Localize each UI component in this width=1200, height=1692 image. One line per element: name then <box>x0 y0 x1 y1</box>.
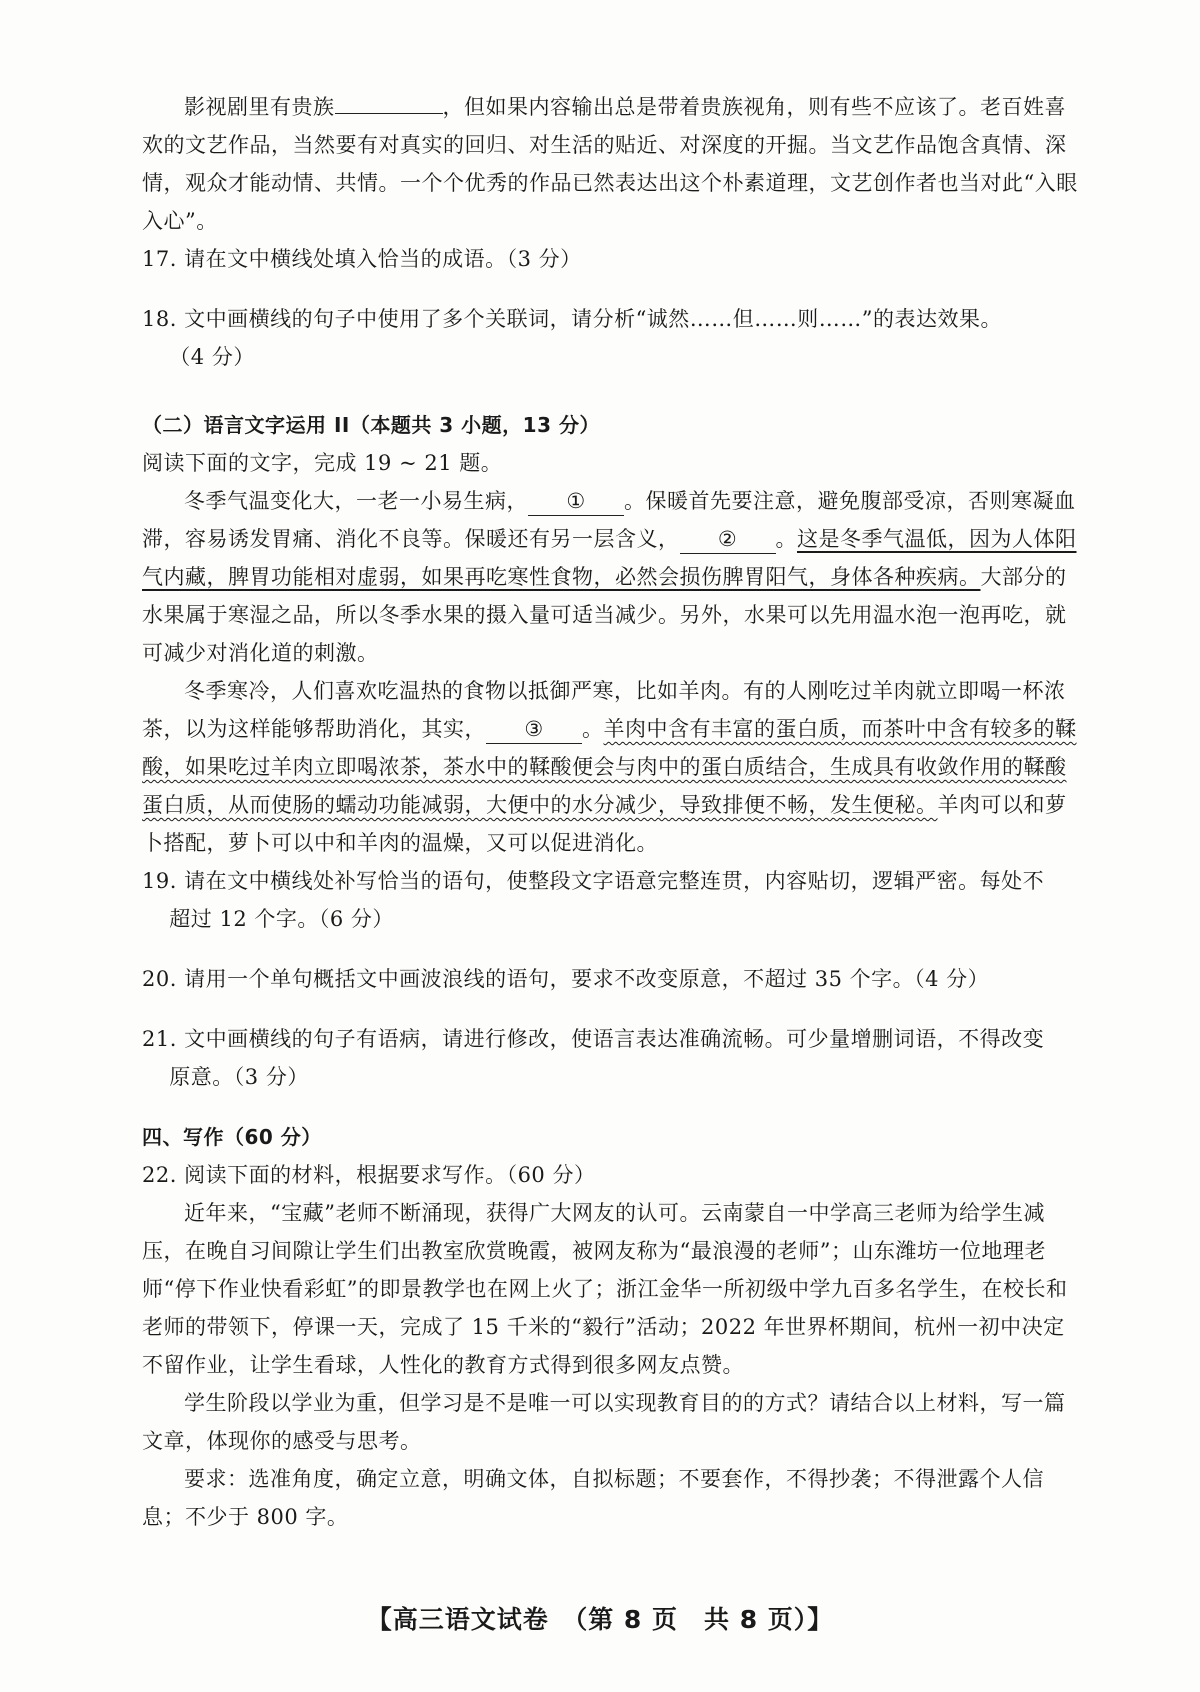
question-20: 20. 请用一个单句概括文中画波浪线的语句，要求不改变原意，不超过 35 个字。（4 分） <box>142 967 990 991</box>
answer-space <box>142 278 1082 300</box>
section-2-heading: （二）语言文字运用 II（本题共 3 小题，13 分） <box>142 413 600 437</box>
intro-passage <box>142 88 1082 240</box>
intro-passage-start: 影视剧里有贵族 <box>184 95 335 119</box>
p2-text-c: 羊肉可以和萝卜搭配，萝卜可以中和羊肉的温燥，又可以促进消化。 <box>142 793 1067 855</box>
question-18-line2: （4 分） <box>169 345 255 369</box>
blank-2: ② <box>680 525 776 554</box>
writing-material: 近年来，“宝藏”老师不断涌现，获得广大网友的认可。云南蒙自一中学高三老师为给学生减压，在晚自习间隙让学生们出教室欣赏晚霞，被网友称为“最浪漫的老师”；山东潍坊一位地理老师“停下作业快看彩虹”的即景教学也在网上火了；浙江金华一所初级中学九百多名学生，在校长和老师的带领下，停课一天，完成了 15 千米的“毅行”活动；2022 年世界杯期间，杭州一初中决定不留作业，让学生看球，人性化的教育方式得到很多网友点赞。 <box>142 1201 1068 1377</box>
writing-requirements: 要求：选准角度，确定立意，明确文体，自拟标题；不要套作，不得抄袭；不得泄露个人信息；不少于 800 字。 <box>142 1467 1044 1529</box>
idiom-blank <box>335 113 443 114</box>
intro-passage-rest: ，但如果内容输出总是带着贵族视角，则有些不应该了。老百姓喜欢的文艺作品，当然要有对真实的回归、对生活的贴近、对深度的开掘。当文艺作品饱含真情、深情，观众才能动情、共情。一个个优秀的作品已然表达出这个朴素道理，文艺创作者也当对此“入眼入心”。 <box>142 95 1078 233</box>
question-21-line1: 21. 文中画横线的句子有语病，请进行修改，使语言表达准确流畅。可少量增删词语，不得改变 <box>142 1027 1045 1051</box>
question-18-line1: 18. 文中画横线的句子中使用了多个关联词，请分析“诚然……但……则……”的表达效果。 <box>142 307 1003 331</box>
question-17: 17. 请在文中横线处填入恰当的成语。（3 分） <box>142 247 582 271</box>
passage-paragraph-1 <box>142 482 1082 672</box>
question-19-line1: 19. 请在文中横线处补写恰当的语句，使整段文字语意完整连贯，内容贴切，逻辑严密。每处不 <box>142 869 1045 893</box>
p1-text-c: 。 <box>775 527 797 551</box>
answer-space <box>142 998 1082 1020</box>
answer-space <box>142 1096 1082 1118</box>
page-content <box>142 88 1082 1536</box>
question-21-line2: 原意。（3 分） <box>169 1065 309 1089</box>
page-footer: 【高三语文试卷 （第 8 页 共 8 页）】 <box>366 1605 834 1634</box>
wavy-underlined-sentence: 羊肉中含有丰富的蛋白质，而茶叶中含有较多的鞣酸，如果吃过羊肉立即喝浓茶，茶水中的鞣酸便会与肉中的蛋白质结合，生成具有收敛作用的鞣酸蛋白质，从而使肠的蠕动功能减弱，大便中的水分减少，导致排便不畅，发生便秘。 <box>142 717 1077 817</box>
passage-paragraph-2 <box>142 672 1082 862</box>
section-4-heading: 四、写作（60 分） <box>142 1125 322 1149</box>
question-22: 22. 阅读下面的材料，根据要求写作。（60 分） <box>142 1163 596 1187</box>
blank-1: ① <box>528 487 624 516</box>
p2-text-a: 冬季寒冷，人们喜欢吃温热的食物以抵御严寒，比如羊肉。有的人刚吃过羊肉就立即喝一杯浓茶，以为这样能够帮助消化，其实， <box>142 679 1066 741</box>
blank-3: ③ <box>486 715 582 744</box>
answer-space <box>142 376 1082 406</box>
p1-text-d: 大部分的水果属于寒湿之品，所以冬季水果的摄入量可适当减少。另外，水果可以先用温水泡一泡再吃，就可减少对消化道的刺激。 <box>142 565 1067 665</box>
p2-text-b: 。 <box>582 717 604 741</box>
p1-text-a: 冬季气温变化大，一老一小易生病， <box>184 489 528 513</box>
answer-space <box>142 938 1082 960</box>
question-19-line2: 超过 12 个字。（6 分） <box>169 907 394 931</box>
section-2-instruction: 阅读下面的文字，完成 19 ~ 21 题。 <box>142 451 503 475</box>
underlined-sentence: 这是冬季气温低，因为人体阳气内藏，脾胃功能相对虚弱，如果再吃寒性食物，必然会损伤脾胃阳气，身体各种疾病。 <box>142 527 1077 589</box>
p1-text-b: 。保暖首先要注意，避免腹部受凉，否则寒凝血滞，容易诱发胃痛、消化不良等。保暖还有另一层含义， <box>142 489 1076 551</box>
writing-prompt: 学生阶段以学业为重，但学习是不是唯一可以实现教育目的的方式？请结合以上材料，写一篇文章，体现你的感受与思考。 <box>142 1391 1066 1453</box>
